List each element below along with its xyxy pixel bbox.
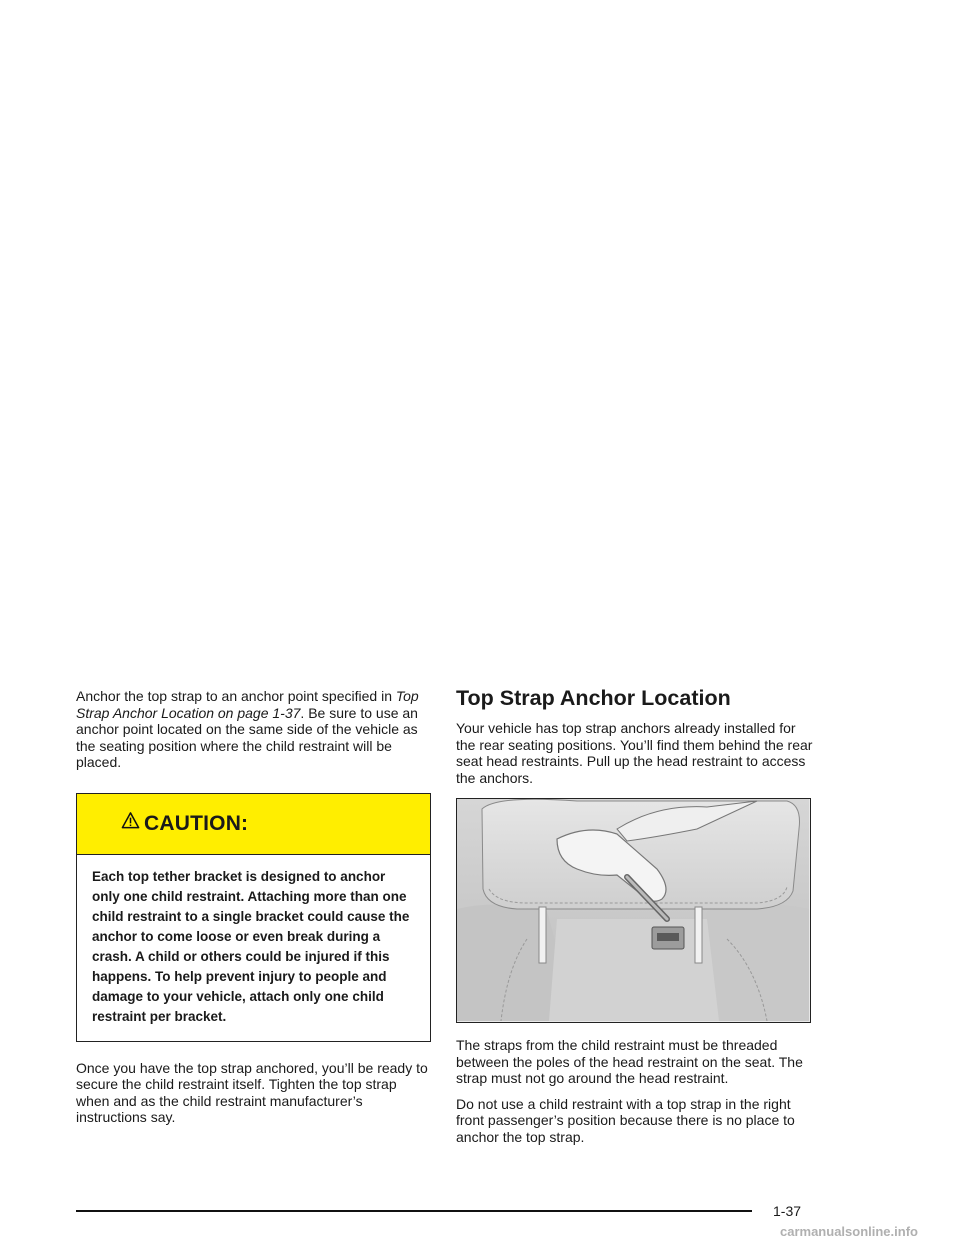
caution-text: Each top tether bracket is designed to anchor only one child restraint. Attaching more than one child restraint to a single bracket could cause the anchor to come loose or even break during a crash. A child or others could be injured if this happens. To help prevent injury to people and damage to your vehicle, attach only one child restraint per bracket. [92, 868, 410, 1024]
caution-title: CAUTION: [144, 811, 249, 835]
paragraph-text: . Be sure to use an anchor point located on the same side of the vehicle as the seating position where the child restraint will be placed. [76, 704, 418, 770]
footer-rule [76, 1210, 752, 1212]
anchor-instructions-paragraph [76, 688, 431, 771]
page-number: 1-37 [773, 1203, 802, 1219]
front-passenger-warning-paragraph: Do not use a child restraint with a top strap in the right front passenger’s position because there is no place to anchor the top strap. [456, 1095, 795, 1145]
paragraph-text: Anchor the top strap to an anchor point specified in [76, 688, 396, 704]
section-heading: Top Strap Anchor Location [456, 686, 731, 710]
strap-threading-paragraph: The straps from the child restraint must be threaded between the poles of the head restraint on the seat. The strap must not go around the head restraint. [456, 1037, 803, 1086]
caution-header [77, 794, 430, 855]
tighten-strap-paragraph: Once you have the top strap anchored, you’ll be ready to secure the child restraint itself. Tighten the top strap when and as the child restraint manufacturer’s instructions say. [76, 1059, 428, 1125]
head-restraint-illustration [456, 798, 811, 1023]
left-column [76, 688, 431, 1126]
anchor-location-paragraph: Your vehicle has top strap anchors already installed for the rear seating positions. You’ll find them behind the rear seat head restraints. Pull up the head restraint to access the anchors. [456, 720, 813, 786]
page-reference-link[interactable]: Top Strap Anchor Location on page 1-37 [76, 688, 419, 721]
watermark: carmanualsonline.info [780, 1224, 918, 1239]
right-column [456, 688, 816, 1145]
caution-box [76, 793, 431, 1042]
warning-triangle-icon [121, 811, 140, 830]
